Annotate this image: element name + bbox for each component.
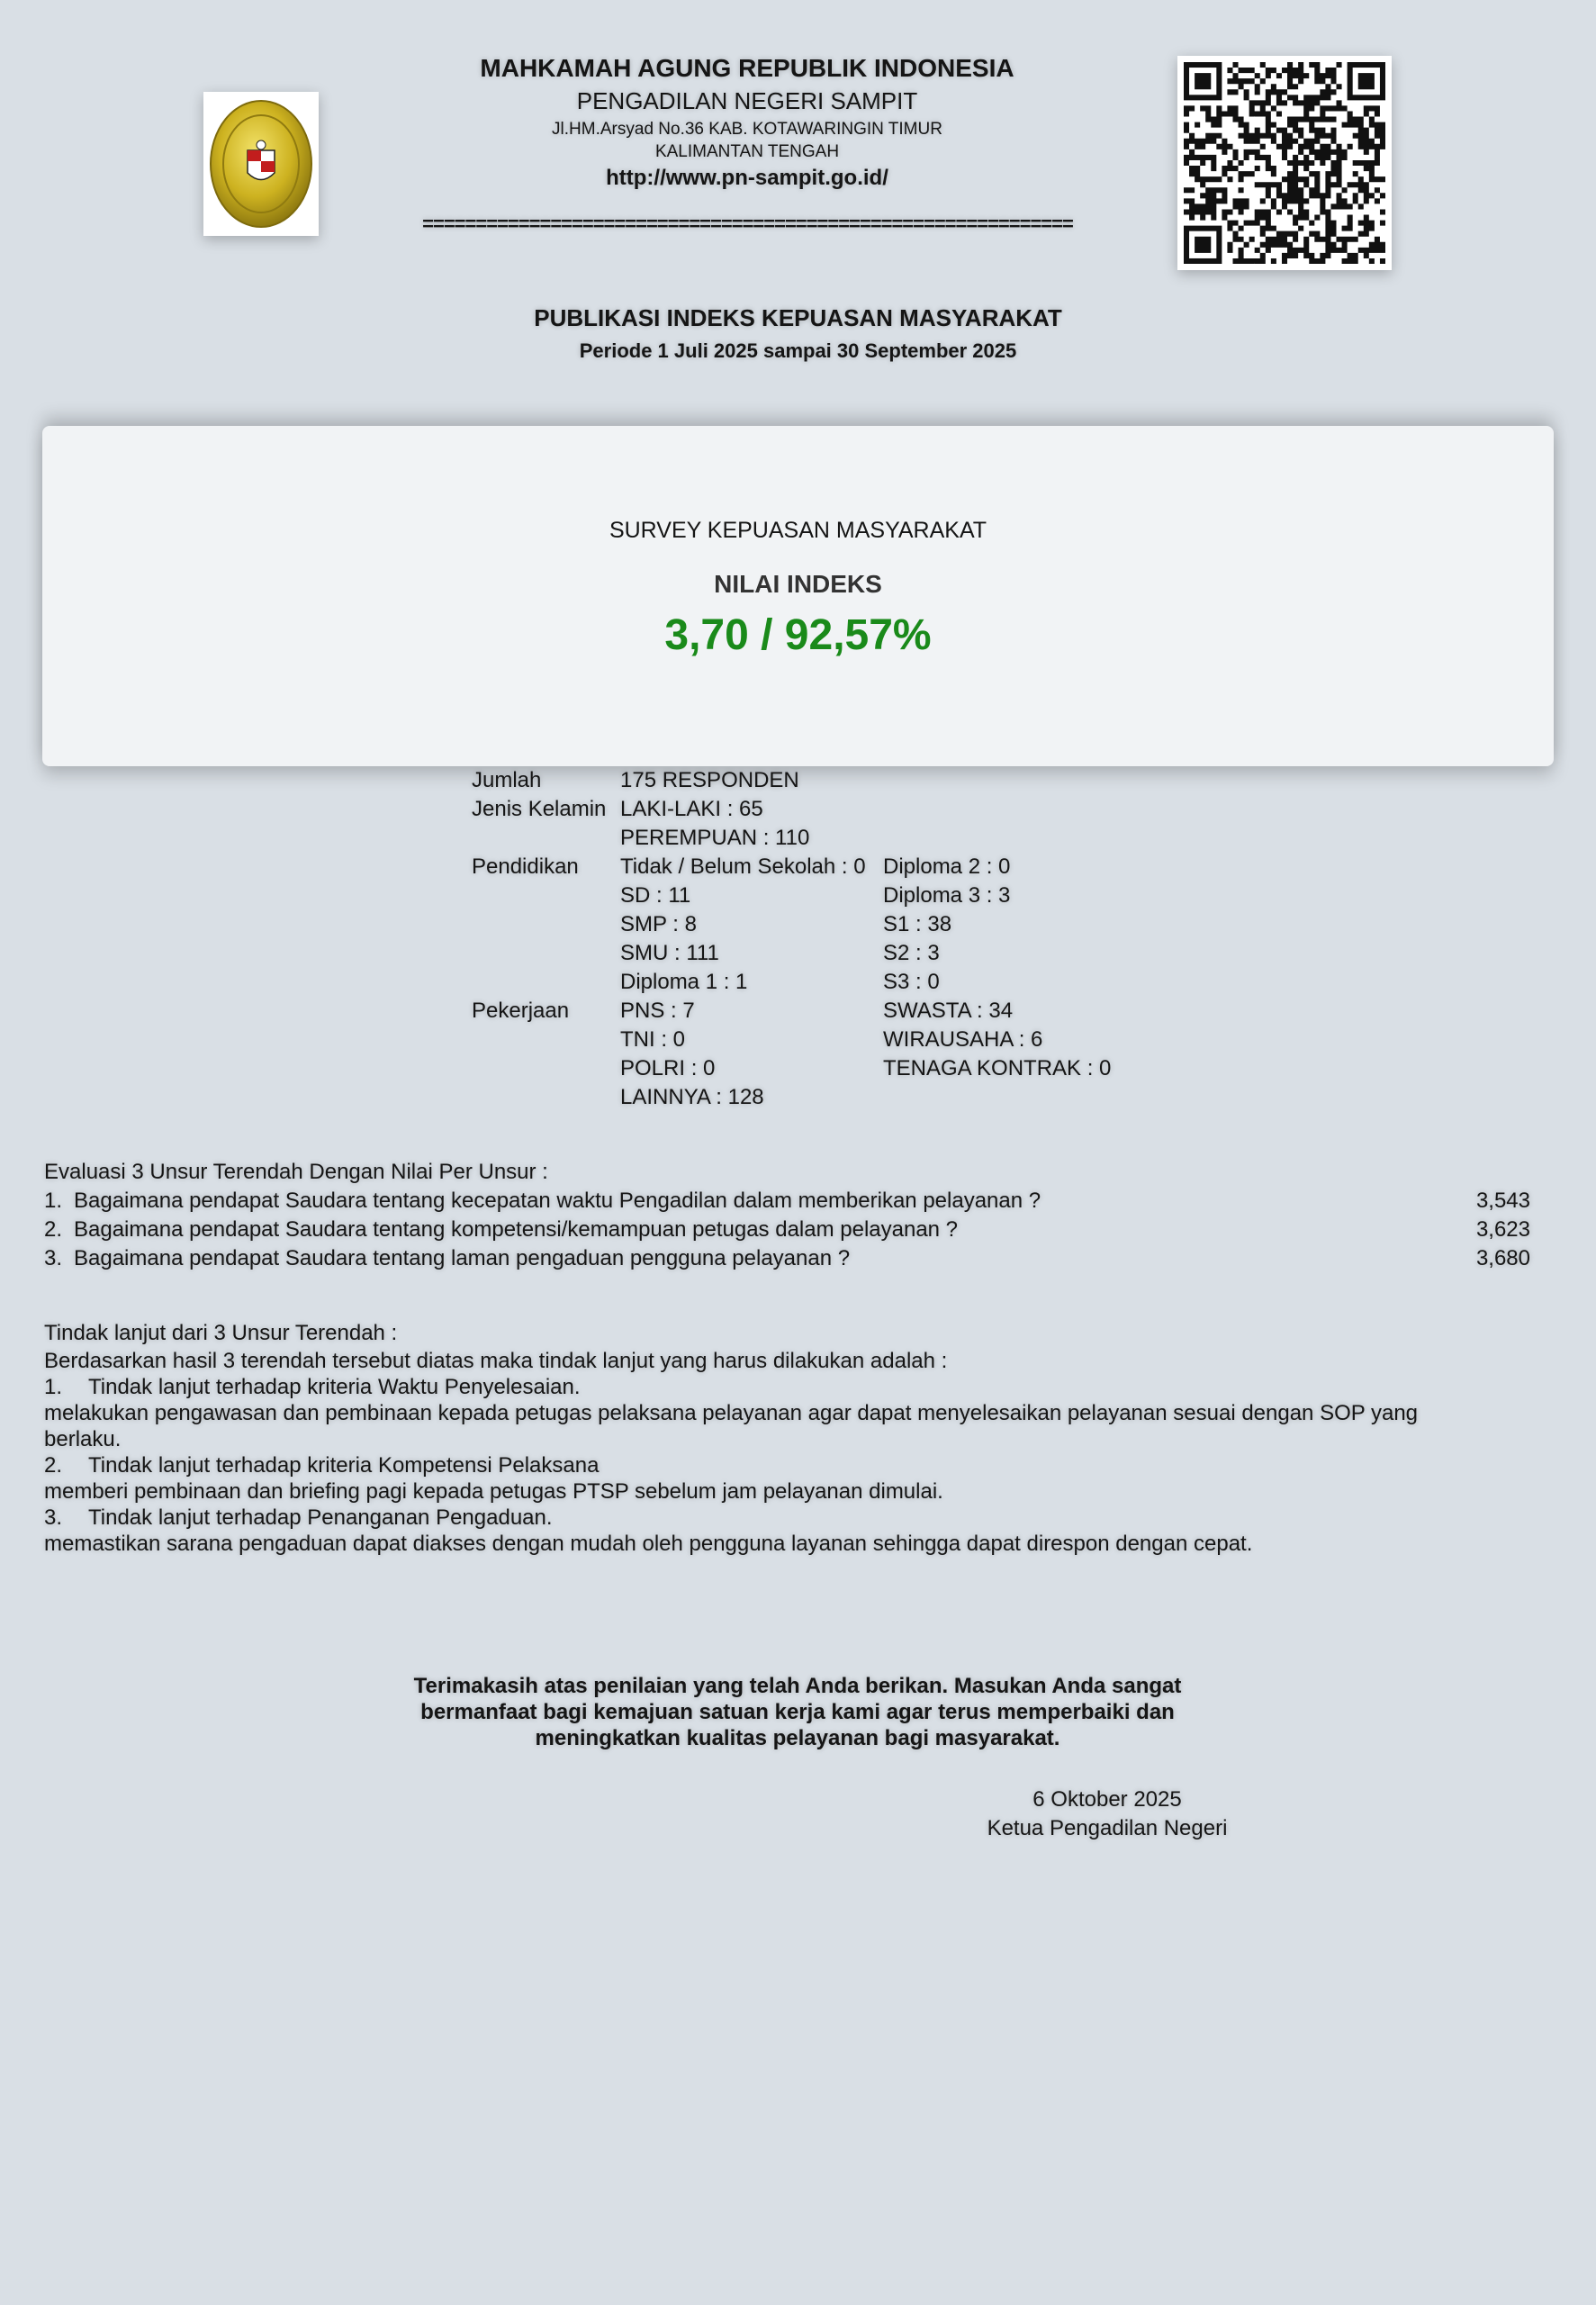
- followup-detail: berlaku.: [44, 1427, 122, 1451]
- thanks-line: bermanfaat bagi kemajuan satuan kerja kami agar terus memperbaiki dan: [420, 1700, 1175, 1724]
- gender-female: PEREMPUAN : 110: [620, 826, 810, 850]
- followup-title: Tindak lanjut terhadap kriteria Kompetensi Pelaksana: [88, 1453, 600, 1478]
- job-item: PNS : 7: [620, 999, 695, 1023]
- header-separator: =============================================================: [422, 212, 1073, 235]
- jumlah-label: Jumlah: [472, 768, 542, 792]
- job-item: TENAGA KONTRAK : 0: [883, 1056, 1112, 1080]
- evaluation-number: 1.: [44, 1189, 63, 1213]
- thanks-line: Terimakasih atas penilaian yang telah Anda berikan. Masukan Anda sangat: [413, 1674, 1182, 1698]
- job-item: SWASTA : 34: [883, 999, 1014, 1023]
- address-line-2: KALIMANTAN TENGAH: [654, 142, 840, 161]
- evaluation-value: 3,543: [1475, 1189, 1530, 1213]
- gender-male: LAKI-LAKI : 65: [620, 797, 763, 821]
- signatory-title: Ketua Pengadilan Negeri: [987, 1816, 1228, 1840]
- followup-title: Tindak lanjut terhadap Penanganan Pengaduan.: [88, 1505, 553, 1530]
- thanks-line: meningkatkan kualitas pelayanan bagi masyarakat.: [535, 1726, 1060, 1750]
- job-item: WIRAUSAHA : 6: [883, 1027, 1043, 1052]
- evaluation-question: Bagaimana pendapat Saudara tentang laman pengaduan pengguna pelayanan ?: [74, 1246, 851, 1270]
- job-label: Pekerjaan: [472, 999, 570, 1023]
- evaluation-question: Bagaimana pendapat Saudara tentang kompetensi/kemampuan petugas dalam pelayanan ?: [74, 1217, 959, 1242]
- education-item: Diploma 3 : 3: [883, 883, 1011, 908]
- jumlah-value: 175 RESPONDEN: [620, 768, 799, 792]
- education-item: S1 : 38: [883, 912, 952, 936]
- followup-number: 1.: [44, 1375, 63, 1399]
- court-seal-logo: [203, 92, 319, 236]
- evaluation-value: 3,623: [1475, 1217, 1530, 1242]
- education-item: Tidak / Belum Sekolah : 0: [620, 854, 866, 879]
- address-line-1: Jl.HM.Arsyad No.36 KAB. KOTAWARINGIN TIMUR: [552, 120, 942, 139]
- followup-detail: memastikan sarana pengaduan dapat diakses dengan mudah oleh pengguna layanan sehingga dapat direspon dengan cepat.: [44, 1532, 1253, 1556]
- signature-date: 6 Oktober 2025: [1032, 1787, 1182, 1812]
- evaluation-number: 2.: [44, 1217, 63, 1242]
- education-item: Diploma 2 : 0: [883, 854, 1011, 879]
- education-item: S3 : 0: [883, 970, 940, 994]
- followup-intro: Berdasarkan hasil 3 terendah tersebut diatas maka tindak lanjut yang harus dilakukan adalah :: [44, 1349, 948, 1373]
- education-label: Pendidikan: [472, 854, 579, 879]
- website-link[interactable]: http://www.pn-sampit.go.id/: [606, 166, 888, 190]
- education-item: SMP : 8: [620, 912, 697, 936]
- period-subtitle: Periode 1 Juli 2025 sampai 30 September 2025: [579, 339, 1017, 362]
- job-item: POLRI : 0: [620, 1056, 716, 1080]
- followup-number: 3.: [44, 1505, 63, 1530]
- education-item: Diploma 1 : 1: [620, 970, 748, 994]
- qr-code-icon: [1177, 56, 1392, 270]
- page-title: PUBLIKASI INDEKS KEPUASAN MASYARAKAT: [534, 304, 1062, 331]
- followup-detail: melakukan pengawasan dan pembinaan kepada petugas pelaksana pelayanan agar dapat menyelesaikan pelayanan sesuai dengan SOP yang: [44, 1401, 1419, 1425]
- index-card: [42, 426, 1554, 766]
- evaluation-number: 3.: [44, 1246, 63, 1270]
- qr-code[interactable]: [1177, 56, 1392, 270]
- evaluation-value: 3,680: [1475, 1246, 1530, 1270]
- education-item: S2 : 3: [883, 941, 940, 965]
- court-seal-icon: [207, 96, 315, 231]
- index-label: NILAI INDEKS: [714, 570, 882, 598]
- followup-detail: memberi pembinaan dan briefing pagi kepada petugas PTSP sebelum jam pelayanan dimulai.: [44, 1479, 943, 1504]
- evaluation-heading: Evaluasi 3 Unsur Terendah Dengan Nilai Per Unsur :: [44, 1160, 548, 1184]
- followup-number: 2.: [44, 1453, 63, 1478]
- evaluation-question: Bagaimana pendapat Saudara tentang kecepatan waktu Pengadilan dalam memberikan pelayanan ?: [74, 1189, 1041, 1213]
- followup-heading: Tindak lanjut dari 3 Unsur Terendah :: [44, 1321, 398, 1345]
- survey-label: SURVEY KEPUASAN MASYARAKAT: [609, 518, 987, 543]
- followup-title: Tindak lanjut terhadap kriteria Waktu Penyelesaian.: [88, 1375, 581, 1399]
- thank-you-message: [347, 1673, 1248, 1751]
- education-item: SMU : 111: [620, 941, 719, 965]
- job-item: LAINNYA : 128: [620, 1085, 764, 1109]
- gender-label: Jenis Kelamin: [472, 797, 607, 821]
- job-item: TNI : 0: [620, 1027, 686, 1052]
- index-value: 3,70 / 92,57%: [664, 611, 932, 659]
- court-name: PENGADILAN NEGERI SAMPIT: [576, 87, 918, 114]
- education-item: SD : 11: [620, 883, 691, 908]
- institution-name: MAHKAMAH AGUNG REPUBLIK INDONESIA: [480, 54, 1014, 82]
